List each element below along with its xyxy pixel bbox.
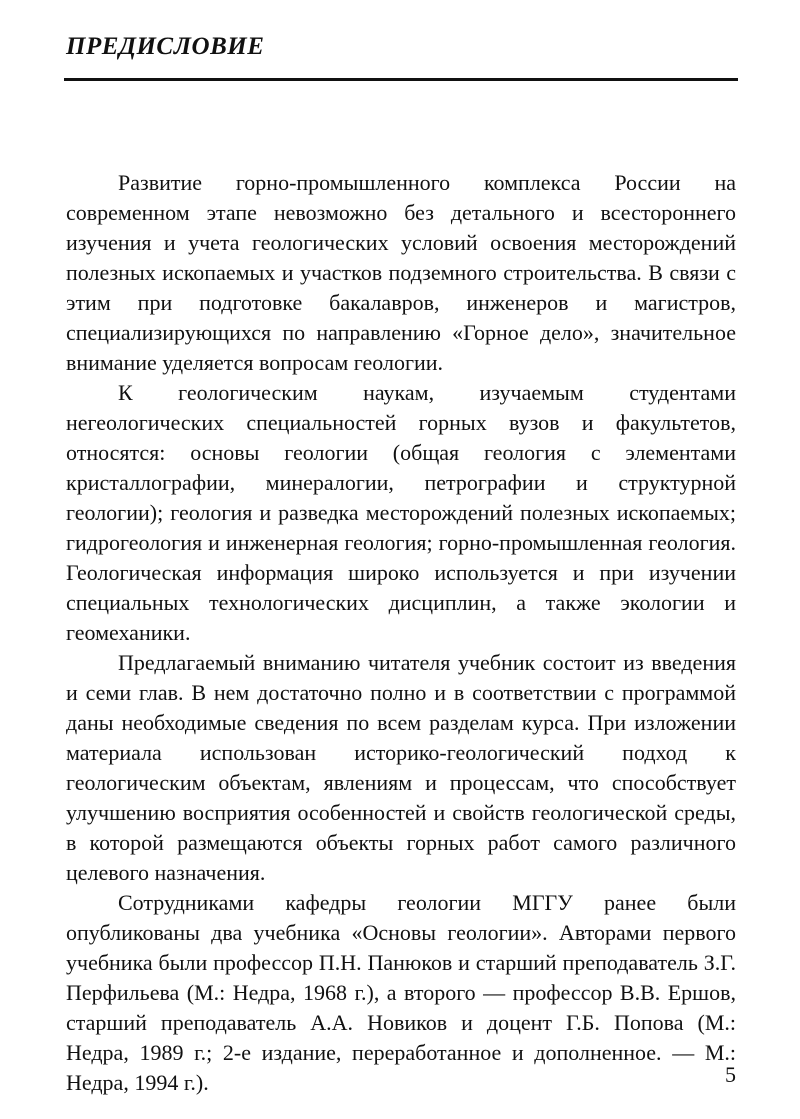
- paragraph-1: Развитие горно-промышленного комплекса России на современном этапе невозможно без детального и всестороннего изучения и учета геологических условий освоения месторождений полезных ископаемых и участков подземного строительства. В связи с этим при подготовке бакалавров, инженеров и магистров, специализирующихся по направлению «Горное дело», значительное внимание уделяется вопросам геологии.: [66, 170, 736, 375]
- page-number: 5: [725, 1062, 736, 1087]
- paragraph-4: Сотрудниками кафедры геологии МГГУ ранее были опубликованы два учебника «Основы геологии». Авторами первого учебника были профессор П.Н. Панюков и старший преподаватель З.Г. Перфильева (М.: Недра, 1968 г.), а второго — профессор В.В. Ершов, старший преподаватель А.А. Новиков и доцент Г.Б. Попова (М.: Недра, 1989 г.; 2-е издание, переработанное и дополненное. — М.: Недра, 1994 г.).: [66, 890, 736, 1095]
- section-title: ПРЕДИСЛОВИЕ: [66, 33, 265, 60]
- paragraph-2: К геологическим наукам, изучаемым студентами негеологических специальностей горных вузов и факультетов, относятся: основы геологии (общая геология с элементами кристаллографии, минералогии, петрографии и структурной геологии); геология и разведка месторождений полезных ископаемых; гидрогеология и инженерная геология; горно-промышленная геология. Геологическая информация широко используется и при изучении специальных технологических дисциплин, а также экологии и геомеханики.: [66, 380, 736, 645]
- paragraph-3: Предлагаемый вниманию читателя учебник состоит из введения и семи глав. В нем достаточно полно и в соответствии с программой даны необходимые сведения по всем разделам курса. При изложении материала использован историко-геологический подход к геологическим объектам, явлениям и процессам, что способствует улучшению восприятия особенностей и свойств геологической среды, в которой размещаются объекты горных работ самого различного целевого назначения.: [66, 650, 736, 885]
- title-rule: [64, 78, 738, 81]
- body-text: [66, 168, 736, 1098]
